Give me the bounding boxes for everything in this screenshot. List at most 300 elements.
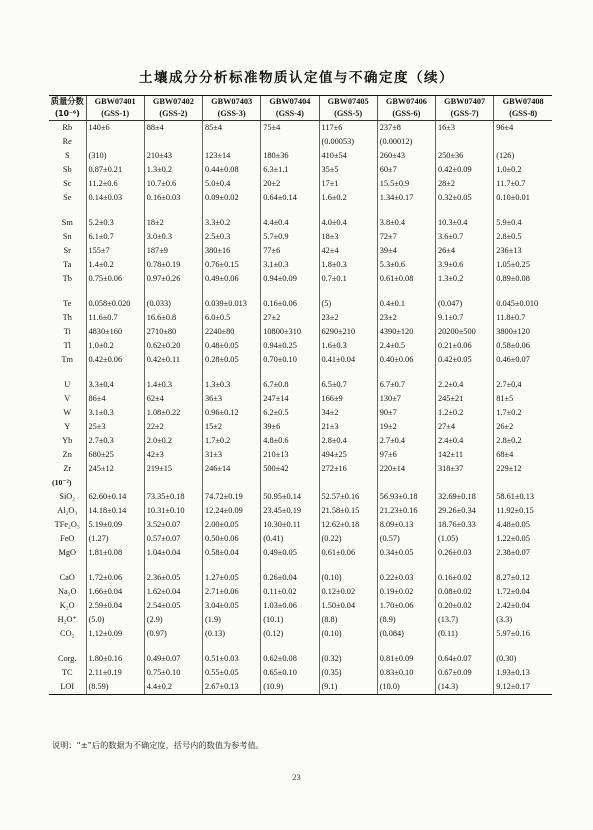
- value-cell: (0.30): [494, 652, 552, 666]
- value-cell: 0.76±0.15: [203, 258, 261, 272]
- value-cell: 5.0±0.4: [203, 177, 261, 191]
- spacer-cell: [144, 560, 202, 571]
- component-label: Th: [62, 312, 72, 322]
- spacer-cell: [436, 286, 494, 297]
- table-row: [49, 680, 552, 695]
- value-cell: 0.87±0.21: [86, 163, 144, 177]
- spacer-cell: [377, 367, 435, 378]
- value-cell: 2.36±0.05: [144, 571, 202, 585]
- spacer-cell: [494, 560, 552, 571]
- value-cell: 0.75±0.10: [144, 666, 202, 680]
- value-cell: 8.27±0.12: [494, 571, 552, 585]
- page-title: 土壤成分分析标准物质认定值与不确定度（续）: [139, 70, 454, 86]
- value-cell: 219±15: [144, 462, 202, 476]
- value-cell: 27±2: [261, 311, 319, 325]
- value-cell: 0.65±0.10: [261, 666, 319, 680]
- value-cell: 23.45±0.19: [261, 504, 319, 518]
- value-cell: 11.7±0.7: [494, 177, 552, 191]
- value-cell: 2.71±0.06: [203, 585, 261, 599]
- value-cell: 0.49±0.05: [261, 546, 319, 560]
- value-cell: 0.21±0.06: [436, 339, 494, 353]
- value-cell: 4390±120: [377, 325, 435, 339]
- value-cell: 3.1±0.3: [261, 258, 319, 272]
- value-cell: 3.3±0.2: [203, 216, 261, 230]
- value-cell: (0.00012): [377, 135, 435, 149]
- value-cell: (13.7): [436, 613, 494, 627]
- spacer-cell: [494, 205, 552, 216]
- value-cell: 180±36: [261, 149, 319, 163]
- spacer-cell: [261, 205, 319, 216]
- value-cell: 3.8±0.4: [377, 216, 435, 230]
- value-cell: 237±8: [377, 121, 435, 136]
- value-cell: (0.12): [261, 627, 319, 641]
- value-cell: 2.00±0.05: [203, 518, 261, 532]
- value-cell: (8.8): [319, 613, 377, 627]
- table-row: [49, 546, 552, 560]
- value-cell: 0.44±0.08: [203, 163, 261, 177]
- value-cell: 52.57±0.16: [319, 490, 377, 504]
- value-cell: 31±3: [203, 448, 261, 462]
- value-cell: (0.10): [319, 627, 377, 641]
- value-cell: 2.4±0.5: [377, 339, 435, 353]
- value-cell: 60±7: [377, 163, 435, 177]
- col-header-sub: (GSS-3): [203, 108, 261, 121]
- component-label: Tb: [62, 273, 72, 283]
- value-cell: 260±43: [377, 149, 435, 163]
- table-row: [49, 149, 552, 163]
- value-cell: 34±2: [319, 406, 377, 420]
- value-cell: 16±3: [436, 121, 494, 136]
- value-cell: 0.49±0.06: [203, 272, 261, 286]
- value-cell: 0.28±0.05: [203, 353, 261, 367]
- table-row: [49, 434, 552, 448]
- value-cell: 1.08±0.22: [144, 406, 202, 420]
- table-row: [49, 378, 552, 392]
- table-row: [49, 406, 552, 420]
- value-cell: 20±2: [261, 177, 319, 191]
- component-label: TC: [61, 667, 73, 677]
- reference-values-table: [49, 95, 552, 695]
- col-header-code: GBW07407: [436, 96, 494, 109]
- spacer-cell: [436, 367, 494, 378]
- value-cell: 32.69±0.18: [436, 490, 494, 504]
- value-cell: [319, 476, 377, 490]
- value-cell: 0.97±0.26: [144, 272, 202, 286]
- value-cell: 1.27±0.05: [203, 571, 261, 585]
- value-cell: 25±3: [86, 420, 144, 434]
- spacer-row: [49, 560, 552, 571]
- value-cell: (0.13): [203, 627, 261, 641]
- value-cell: 0.045±0.010: [494, 297, 552, 311]
- component-label: Sr: [63, 245, 71, 255]
- value-cell: 62±4: [144, 392, 202, 406]
- value-cell: 0.4±0.1: [377, 297, 435, 311]
- value-cell: 4.0±0.4: [319, 216, 377, 230]
- value-cell: 97±6: [377, 448, 435, 462]
- value-cell: [144, 476, 202, 490]
- table-body: [49, 121, 552, 695]
- value-cell: [86, 135, 144, 149]
- spacer-cell: [144, 367, 202, 378]
- value-cell: 5.3±0.6: [377, 258, 435, 272]
- value-cell: 5.9±0.4: [494, 216, 552, 230]
- value-cell: 14.18±0.14: [86, 504, 144, 518]
- value-cell: 10800±310: [261, 325, 319, 339]
- component-label: SiO₂: [59, 491, 76, 501]
- value-cell: 210±13: [261, 448, 319, 462]
- table-row: [49, 297, 552, 311]
- value-cell: 0.19±0.02: [377, 585, 435, 599]
- table-row: [49, 613, 552, 627]
- value-cell: 6.2±0.5: [261, 406, 319, 420]
- spacer-cell: [86, 286, 144, 297]
- value-cell: 1.7±0.2: [203, 434, 261, 448]
- col-header-code: GBW07405: [319, 96, 377, 109]
- value-cell: 6.3±1.1: [261, 163, 319, 177]
- table-row: [49, 353, 552, 367]
- spacer-cell: [261, 641, 319, 652]
- component-label: U: [64, 379, 71, 389]
- value-cell: 2.7±0.4: [377, 434, 435, 448]
- value-cell: (0.97): [144, 627, 202, 641]
- value-cell: 318±37: [436, 462, 494, 476]
- spacer-cell: [86, 367, 144, 378]
- value-cell: [144, 135, 202, 149]
- value-cell: (2.9): [144, 613, 202, 627]
- value-cell: (8.9): [377, 613, 435, 627]
- value-cell: 39±4: [377, 244, 435, 258]
- component-label: Rb: [62, 122, 73, 132]
- value-cell: 73.35±0.18: [144, 490, 202, 504]
- component-label: Te: [63, 298, 72, 308]
- value-cell: 35±5: [319, 163, 377, 177]
- value-cell: (10.1): [261, 613, 319, 627]
- spacer-cell: [436, 641, 494, 652]
- value-cell: 4.4±0.2: [144, 680, 202, 695]
- value-cell: (0.11): [436, 627, 494, 641]
- table-row: [49, 392, 552, 406]
- value-cell: 0.16±0.06: [261, 297, 319, 311]
- value-cell: 0.40±0.06: [377, 353, 435, 367]
- value-cell: 9.12±0.17: [494, 680, 552, 695]
- value-cell: 0.7±0.1: [319, 272, 377, 286]
- value-cell: 3800±120: [494, 325, 552, 339]
- value-cell: 380±16: [203, 244, 261, 258]
- component-label: CaO: [59, 572, 75, 582]
- value-cell: 0.94±0.09: [261, 272, 319, 286]
- value-cell: 22±2: [144, 420, 202, 434]
- value-cell: 3.0±0.3: [144, 230, 202, 244]
- spacer-cell: [86, 205, 144, 216]
- spacer-cell: [261, 286, 319, 297]
- component-label: Ti: [63, 326, 71, 336]
- value-cell: 0.26±0.04: [261, 571, 319, 585]
- value-cell: [261, 476, 319, 490]
- value-cell: 0.16±0.02: [436, 571, 494, 585]
- value-cell: 18.76±0.33: [436, 518, 494, 532]
- table-row: [49, 121, 552, 136]
- spacer-cell: [319, 367, 377, 378]
- value-cell: (126): [494, 149, 552, 163]
- table-row: [49, 666, 552, 680]
- table-row: [49, 652, 552, 666]
- value-cell: (0.00053): [319, 135, 377, 149]
- value-cell: 2.59±0.04: [86, 599, 144, 613]
- spacer-cell: [319, 205, 377, 216]
- value-cell: 1.04±0.04: [144, 546, 202, 560]
- value-cell: 0.55±0.05: [203, 666, 261, 680]
- value-cell: 90±7: [377, 406, 435, 420]
- component-label: TFe₂O₃: [54, 519, 80, 529]
- value-cell: 23±2: [319, 311, 377, 325]
- value-cell: 20200±500: [436, 325, 494, 339]
- value-cell: 1.50±0.04: [319, 599, 377, 613]
- table-row: [49, 518, 552, 532]
- value-cell: 0.20±0.02: [436, 599, 494, 613]
- value-cell: 16.6±0.8: [144, 311, 202, 325]
- value-cell: 72±7: [377, 230, 435, 244]
- value-cell: 680±25: [86, 448, 144, 462]
- value-cell: 0.42±0.05: [436, 353, 494, 367]
- value-cell: 10.30±0.11: [261, 518, 319, 532]
- value-cell: 0.62±0.08: [261, 652, 319, 666]
- value-cell: 62.60±0.14: [86, 490, 144, 504]
- value-cell: (5): [319, 297, 377, 311]
- component-label: K₂O: [59, 600, 75, 610]
- value-cell: 0.08±0.02: [436, 585, 494, 599]
- value-cell: (3.3): [494, 613, 552, 627]
- value-cell: 0.50±0.06: [203, 532, 261, 546]
- component-label: V: [64, 393, 71, 403]
- value-cell: 4.4±0.4: [261, 216, 319, 230]
- spacer-cell: [144, 286, 202, 297]
- value-cell: [377, 476, 435, 490]
- component-label: Zn: [62, 449, 72, 459]
- value-cell: 2.67±0.13: [203, 680, 261, 695]
- spacer-cell: [319, 560, 377, 571]
- value-cell: 2.7±0.3: [86, 434, 144, 448]
- value-cell: 8.09±0.13: [377, 518, 435, 532]
- spacer-cell: [261, 560, 319, 571]
- footnote: 说明：“±”后的数据为不确定度，括号内的数值为参考值。: [52, 740, 264, 750]
- value-cell: (0.41): [261, 532, 319, 546]
- value-cell: [436, 135, 494, 149]
- value-cell: 0.58±0.06: [494, 339, 552, 353]
- spacer-cell: [377, 560, 435, 571]
- value-cell: 27±4: [436, 420, 494, 434]
- spacer-cell: [203, 286, 261, 297]
- value-cell: 11.2±0.6: [86, 177, 144, 191]
- value-cell: 0.61±0.08: [377, 272, 435, 286]
- value-cell: 5.2±0.3: [86, 216, 144, 230]
- value-cell: 2.8±0.2: [494, 434, 552, 448]
- value-cell: 1.93±0.13: [494, 666, 552, 680]
- spacer-cell: [261, 367, 319, 378]
- value-cell: 140±6: [86, 121, 144, 136]
- value-cell: 0.96±0.12: [203, 406, 261, 420]
- spacer-cell: [436, 205, 494, 216]
- value-cell: 0.34±0.05: [377, 546, 435, 560]
- header-row-codes: [49, 96, 552, 109]
- value-cell: 15.5±0.9: [377, 177, 435, 191]
- component-label: Y: [64, 421, 71, 431]
- spacer-cell: [49, 367, 86, 378]
- value-cell: 0.09±0.02: [203, 191, 261, 205]
- value-cell: 9.1±0.7: [436, 311, 494, 325]
- col-header-sub: (GSS-7): [436, 108, 494, 121]
- value-cell: 2.2±0.4: [436, 378, 494, 392]
- value-cell: 12.24±0.09: [203, 504, 261, 518]
- col-header-sub: (GSS-1): [86, 108, 144, 121]
- spacer-cell: [49, 286, 86, 297]
- spacer-cell: [319, 286, 377, 297]
- value-cell: 42±3: [144, 448, 202, 462]
- spacer-cell: [49, 641, 86, 652]
- value-cell: (9.1): [319, 680, 377, 695]
- value-cell: 6.7±0.7: [377, 378, 435, 392]
- spacer-cell: [319, 641, 377, 652]
- value-cell: 2240±80: [203, 325, 261, 339]
- value-cell: (1.05): [436, 532, 494, 546]
- value-cell: 74.72±0.19: [203, 490, 261, 504]
- value-cell: 11.6±0.7: [86, 311, 144, 325]
- value-cell: [494, 476, 552, 490]
- header-row-subs: [49, 108, 552, 121]
- spacer-cell: [86, 641, 144, 652]
- page-number: 23: [292, 772, 301, 782]
- value-cell: 3.6±0.7: [436, 230, 494, 244]
- value-cell: 3.9±0.6: [436, 258, 494, 272]
- component-label: Sc: [63, 178, 72, 188]
- spacer-cell: [203, 560, 261, 571]
- component-label: CO₂: [60, 628, 75, 638]
- value-cell: 0.42±0.09: [436, 163, 494, 177]
- value-cell: (10.0): [377, 680, 435, 695]
- component-label: W: [63, 407, 72, 417]
- component-label: Tm: [61, 354, 74, 364]
- value-cell: (310): [86, 149, 144, 163]
- value-cell: 1.70±0.06: [377, 599, 435, 613]
- value-cell: 1.03±0.06: [261, 599, 319, 613]
- value-cell: 247±14: [261, 392, 319, 406]
- value-cell: [203, 476, 261, 490]
- value-cell: 1.3±0.3: [203, 378, 261, 392]
- component-label: Sb: [62, 164, 72, 174]
- value-cell: 1.3±0.2: [144, 163, 202, 177]
- value-cell: (10.9): [261, 680, 319, 695]
- col-header-code: GBW07401: [86, 96, 144, 109]
- value-cell: 2.4±0.4: [436, 434, 494, 448]
- spacer-row: [49, 367, 552, 378]
- value-cell: 6.7±0.8: [261, 378, 319, 392]
- value-cell: 10.7±0.6: [144, 177, 202, 191]
- value-cell: 50.95±0.14: [261, 490, 319, 504]
- value-cell: 1.6±0.3: [319, 339, 377, 353]
- value-cell: 187±9: [144, 244, 202, 258]
- value-cell: 26±4: [436, 244, 494, 258]
- value-cell: 1.72±0.04: [494, 585, 552, 599]
- value-cell: 0.89±0.08: [494, 272, 552, 286]
- value-cell: 0.32±0.05: [436, 191, 494, 205]
- value-cell: 245±12: [86, 462, 144, 476]
- spacer-row: [49, 641, 552, 652]
- value-cell: 6.5±0.7: [319, 378, 377, 392]
- col-header-sub: (GSS-2): [144, 108, 202, 121]
- value-cell: 17±1: [319, 177, 377, 191]
- value-cell: 18±3: [319, 230, 377, 244]
- col-header-code: GBW07408: [494, 96, 552, 109]
- value-cell: 58.61±0.13: [494, 490, 552, 504]
- value-cell: 12.62±0.18: [319, 518, 377, 532]
- value-cell: 1.05±0.25: [494, 258, 552, 272]
- value-cell: 2.38±0.07: [494, 546, 552, 560]
- value-cell: 10.31±0.10: [144, 504, 202, 518]
- component-label: Se: [63, 192, 72, 202]
- value-cell: 1.66±0.04: [86, 585, 144, 599]
- value-cell: 0.58±0.04: [203, 546, 261, 560]
- value-cell: 0.81±0.09: [377, 652, 435, 666]
- value-cell: 0.64±0.07: [436, 652, 494, 666]
- table-row: [49, 177, 552, 191]
- value-cell: 26±2: [494, 420, 552, 434]
- component-label: Sm: [61, 217, 73, 227]
- value-cell: 245±21: [436, 392, 494, 406]
- spacer-cell: [494, 367, 552, 378]
- value-cell: 4.8±0.6: [261, 434, 319, 448]
- value-cell: 410±54: [319, 149, 377, 163]
- value-cell: 29.26±0.34: [436, 504, 494, 518]
- value-cell: 229±12: [494, 462, 552, 476]
- value-cell: (0.22): [319, 532, 377, 546]
- value-cell: 86±4: [86, 392, 144, 406]
- value-cell: 21.23±0.16: [377, 504, 435, 518]
- value-cell: 1.0±0.2: [494, 163, 552, 177]
- value-cell: 18±2: [144, 216, 202, 230]
- component-label: FeO: [60, 533, 75, 543]
- table-row: [49, 462, 552, 476]
- table-row: [49, 448, 552, 462]
- table-row: [49, 585, 552, 599]
- value-cell: 3.04±0.05: [203, 599, 261, 613]
- table-row: [49, 230, 552, 244]
- value-cell: 1.6±0.2: [319, 191, 377, 205]
- value-cell: 1.8±0.3: [319, 258, 377, 272]
- table-row: [49, 476, 552, 490]
- table-row: [49, 244, 552, 258]
- value-cell: 85±4: [203, 121, 261, 136]
- spacer-cell: [203, 641, 261, 652]
- value-cell: 0.039±0.013: [203, 297, 261, 311]
- value-cell: [261, 135, 319, 149]
- col-header-sub: (GSS-6): [377, 108, 435, 121]
- col-header-sub: (GSS-4): [261, 108, 319, 121]
- table-row: [49, 258, 552, 272]
- value-cell: 0.61±0.06: [319, 546, 377, 560]
- value-cell: 0.14±0.03: [86, 191, 144, 205]
- value-cell: 1.4±0.3: [144, 378, 202, 392]
- component-label: Tl: [63, 340, 71, 350]
- col-header-code: GBW07402: [144, 96, 202, 109]
- spacer-row: [49, 205, 552, 216]
- value-cell: 0.10±0.01: [494, 191, 552, 205]
- value-cell: (14.3): [436, 680, 494, 695]
- table-row: [49, 532, 552, 546]
- value-cell: [494, 135, 552, 149]
- value-cell: 56.93±0.18: [377, 490, 435, 504]
- value-cell: 1.22±0.05: [494, 532, 552, 546]
- value-cell: 2.0±0.2: [144, 434, 202, 448]
- value-cell: 0.11±0.02: [261, 585, 319, 599]
